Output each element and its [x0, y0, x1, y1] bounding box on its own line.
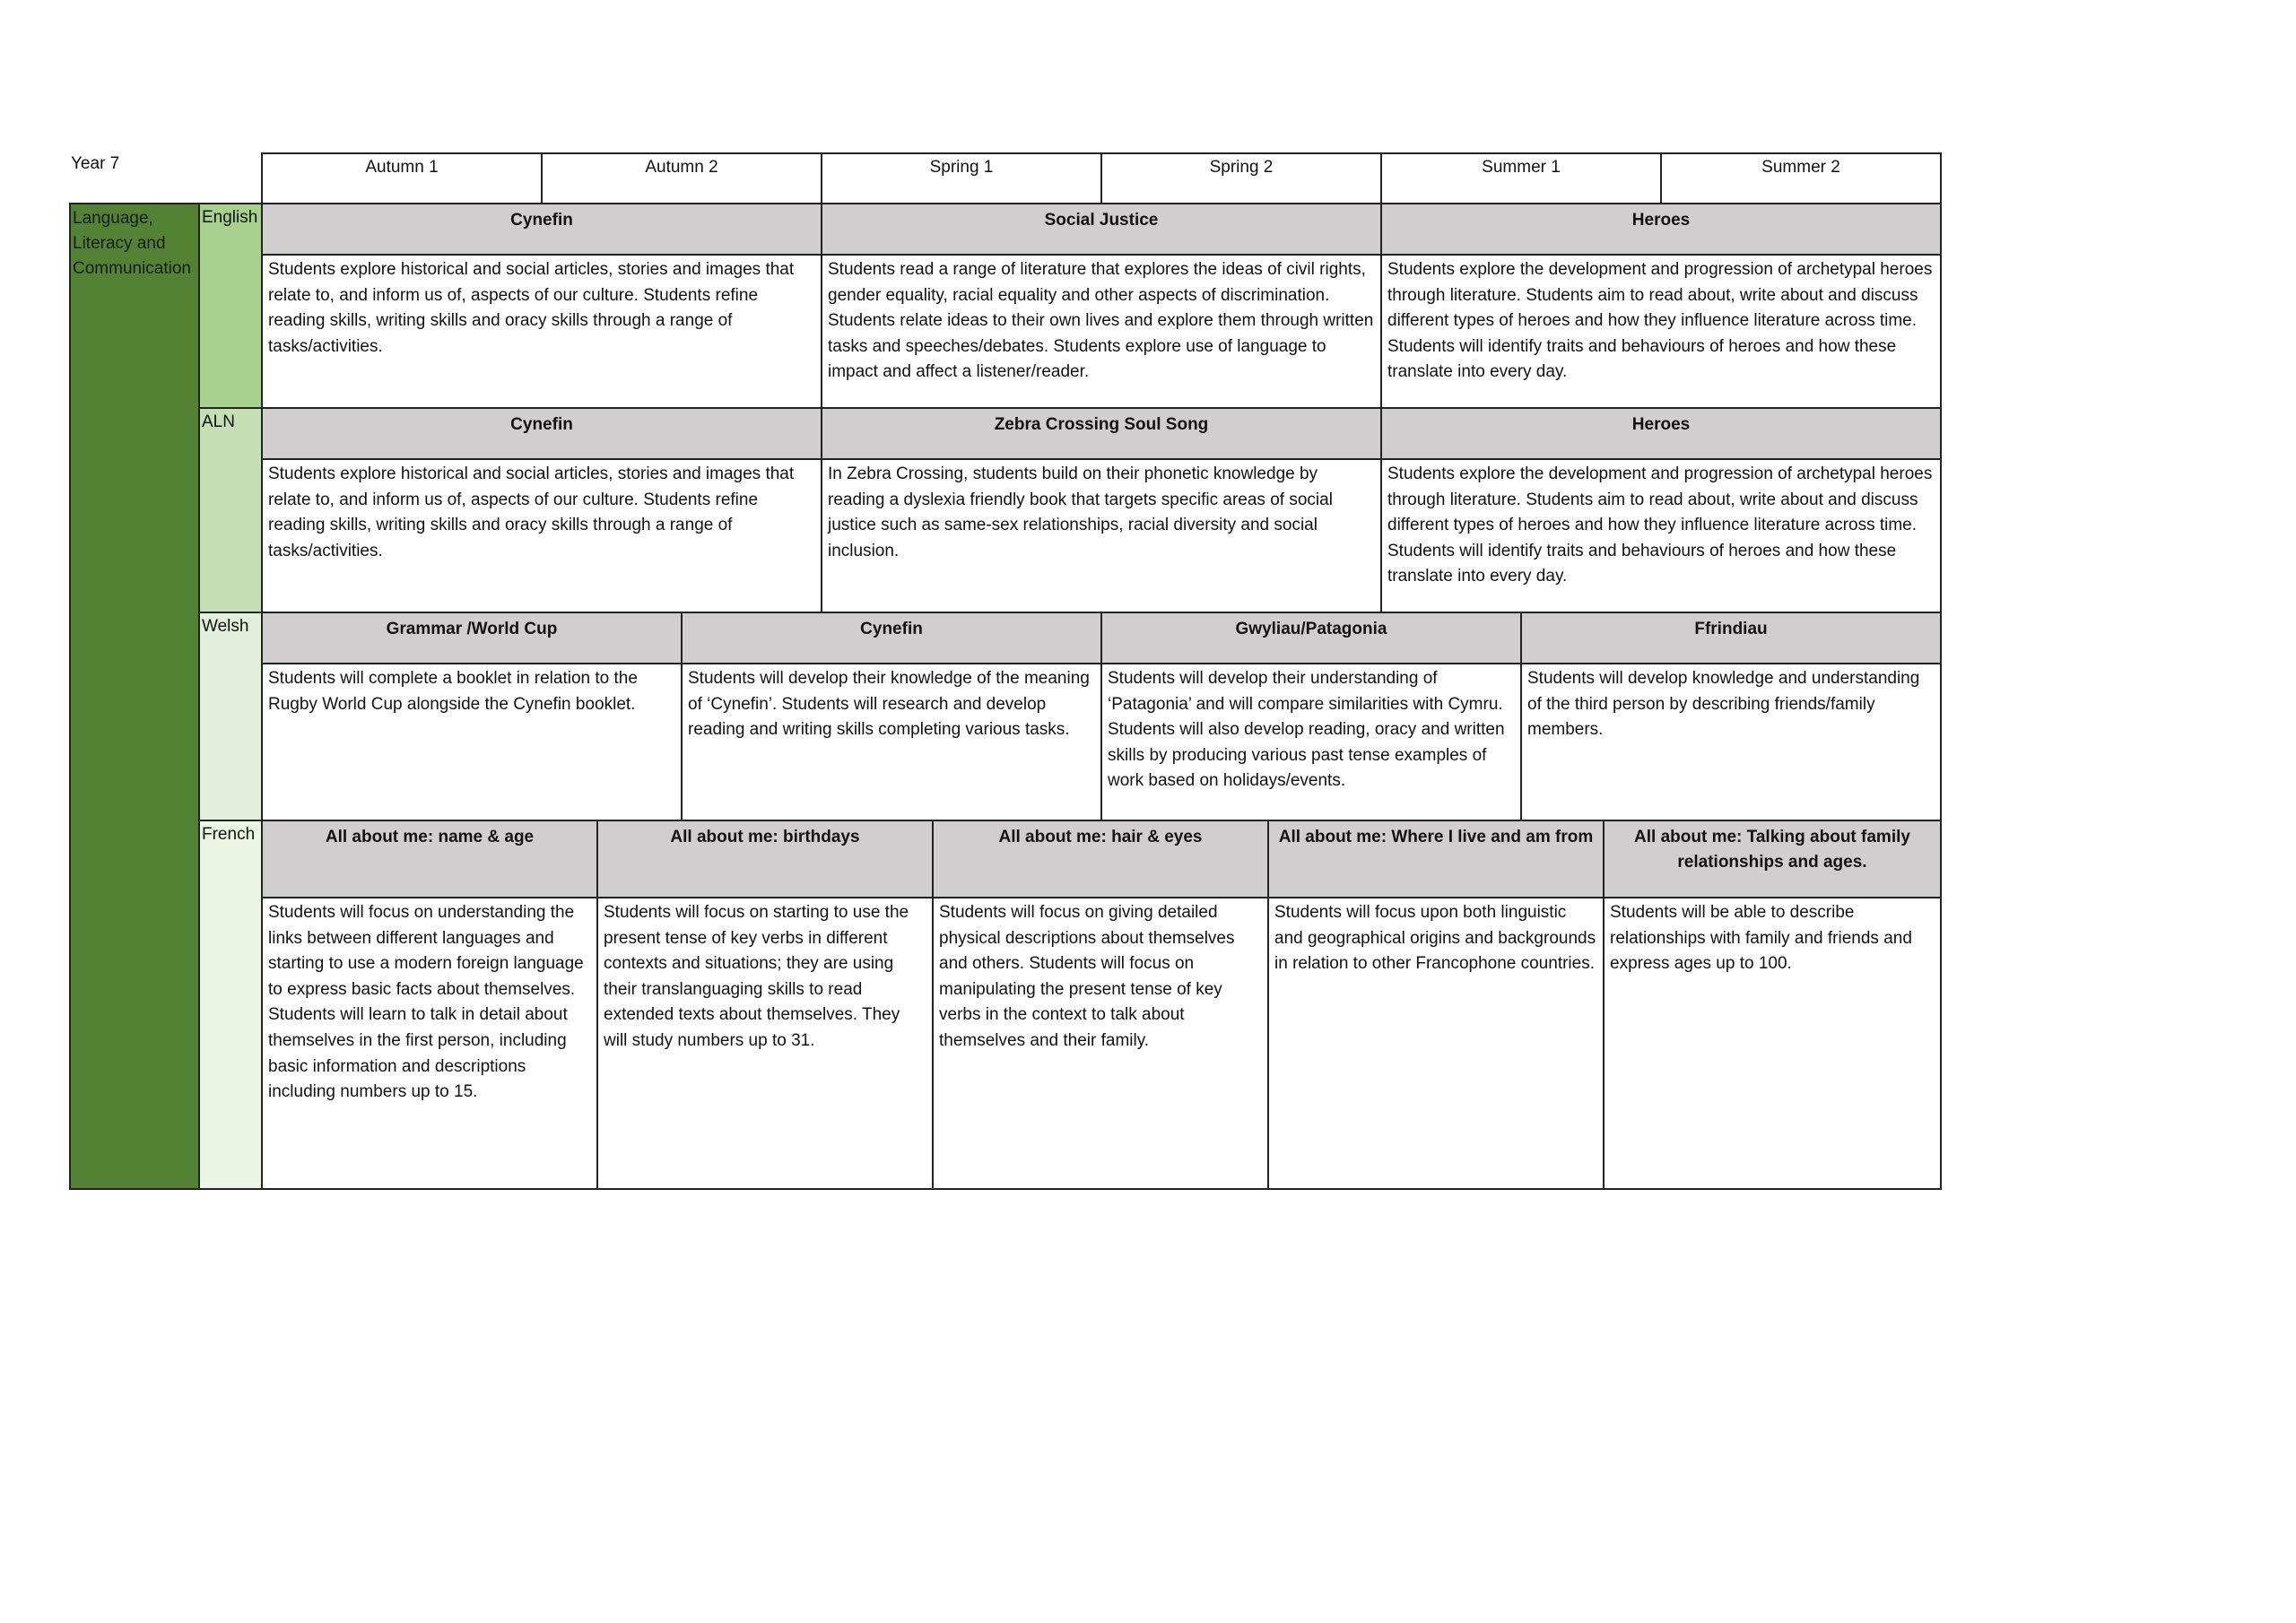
english-unit-title: Social Justice: [821, 203, 1382, 256]
french-unit-title: All about me: hair & eyes: [932, 820, 1269, 898]
area-of-learning-cell: Language, Literacy and Communication: [69, 203, 200, 1190]
welsh-unit-description: Students will complete a booklet in relation to the Rugby World Cup alongside the Cynefin booklet.: [261, 663, 683, 821]
french-unit-description: Students will focus on giving detailed physical descriptions about themselves and others. Students will focus on manipulating the present tense of key verbs in the context to talk about themselves and their family.: [932, 897, 1269, 1190]
subject-aln-cell: ALN: [198, 407, 263, 613]
french-unit-title: All about me: name & age: [261, 820, 598, 898]
french-unit-description: Students will focus on starting to use the present tense of key verbs in different contexts and situations; they are using their translanguaging skills to read extended texts about themselves. They will study numbers up to 31.: [596, 897, 934, 1190]
aln-unit-title: Zebra Crossing Soul Song: [821, 407, 1382, 460]
term-header-spring-1: Spring 1: [821, 152, 1102, 204]
term-header-autumn-2: Autumn 2: [541, 152, 822, 204]
welsh-unit-description: Students will develop their understanding of ‘Patagonia’ and will compare similarities with Cymru. Students will also develop reading, oracy and written skills by producing various past tense examples of work based on holidays/events.: [1100, 663, 1522, 821]
welsh-unit-description: Students will develop knowledge and understanding of the third person by describing friends/family members.: [1520, 663, 1942, 821]
english-unit-title: Cynefin: [261, 203, 822, 256]
aln-unit-description: Students explore historical and social articles, stories and images that relate to, and inform us of, aspects of our culture. Students refine reading skills, writing skills and oracy skills through a range of tasks/activities.: [261, 458, 822, 613]
subject-french-cell: French: [198, 820, 263, 1190]
french-unit-title: All about me: Where I live and am from: [1267, 820, 1605, 898]
aln-unit-description: Students explore the development and progression of archetypal heroes through literature. Students aim to read about, write about and discuss different types of heroes and how they influence literature across time. Students will identify traits and behaviours of heroes and how these translate into every day.: [1380, 458, 1942, 613]
term-header-summer-1: Summer 1: [1380, 152, 1662, 204]
aln-unit-description: In Zebra Crossing, students build on their phonetic knowledge by reading a dyslexia friendly book that targets specific areas of social justice such as same-sex relationships, racial diversity and social inclusion.: [821, 458, 1382, 613]
welsh-unit-description: Students will develop their knowledge of the meaning of ‘Cynefin’. Students will research and develop reading and writing skills completing various tasks.: [681, 663, 1102, 821]
welsh-unit-title: Grammar /World Cup: [261, 612, 683, 664]
french-unit-description: Students will be able to describe relationships with family and friends and express ages up to 100.: [1603, 897, 1942, 1190]
welsh-unit-title: Ffrindiau: [1520, 612, 1942, 664]
subject-welsh-cell: Welsh: [198, 612, 263, 821]
welsh-unit-title: Gwyliau/Patagonia: [1100, 612, 1522, 664]
subject-english-cell: English: [198, 203, 263, 409]
english-unit-title: Heroes: [1380, 203, 1942, 256]
english-unit-description: Students explore the development and progression of archetypal heroes through literature. Students aim to read about, write about and discuss different types of heroes and how they influence literature across time. Students will identify traits and behaviours of heroes and how these translate into every day.: [1380, 254, 1942, 409]
french-unit-title: All about me: birthdays: [596, 820, 934, 898]
english-unit-description: Students read a range of literature that explores the ideas of civil rights, gender equality, racial equality and other aspects of discrimination. Students relate ideas to their own lives and explore them through written tasks and speeches/debates. Students explore use of language to impact and affect a listener/reader.: [821, 254, 1382, 409]
french-unit-description: Students will focus upon both linguistic and geographical origins and backgrounds in relation to other Francophone countries.: [1267, 897, 1605, 1190]
year-label: Year 7: [71, 154, 120, 173]
aln-unit-title: Cynefin: [261, 407, 822, 460]
english-unit-description: Students explore historical and social articles, stories and images that relate to, and inform us of, aspects of our culture. Students refine reading skills, writing skills and oracy skills through a range of tasks/activities.: [261, 254, 822, 409]
aln-unit-title: Heroes: [1380, 407, 1942, 460]
french-unit-title: All about me: Talking about family relationships and ages.: [1603, 820, 1942, 898]
french-unit-description: Students will focus on understanding the links between different languages and starting to use a modern foreign language to express basic facts about themselves. Students will learn to talk in detail about themselves in the first person, including basic information and descriptions including numbers up to 15.: [261, 897, 598, 1190]
term-header-autumn-1: Autumn 1: [261, 152, 543, 204]
welsh-unit-title: Cynefin: [681, 612, 1102, 664]
term-header-spring-2: Spring 2: [1100, 152, 1382, 204]
term-header-summer-2: Summer 2: [1660, 152, 1942, 204]
